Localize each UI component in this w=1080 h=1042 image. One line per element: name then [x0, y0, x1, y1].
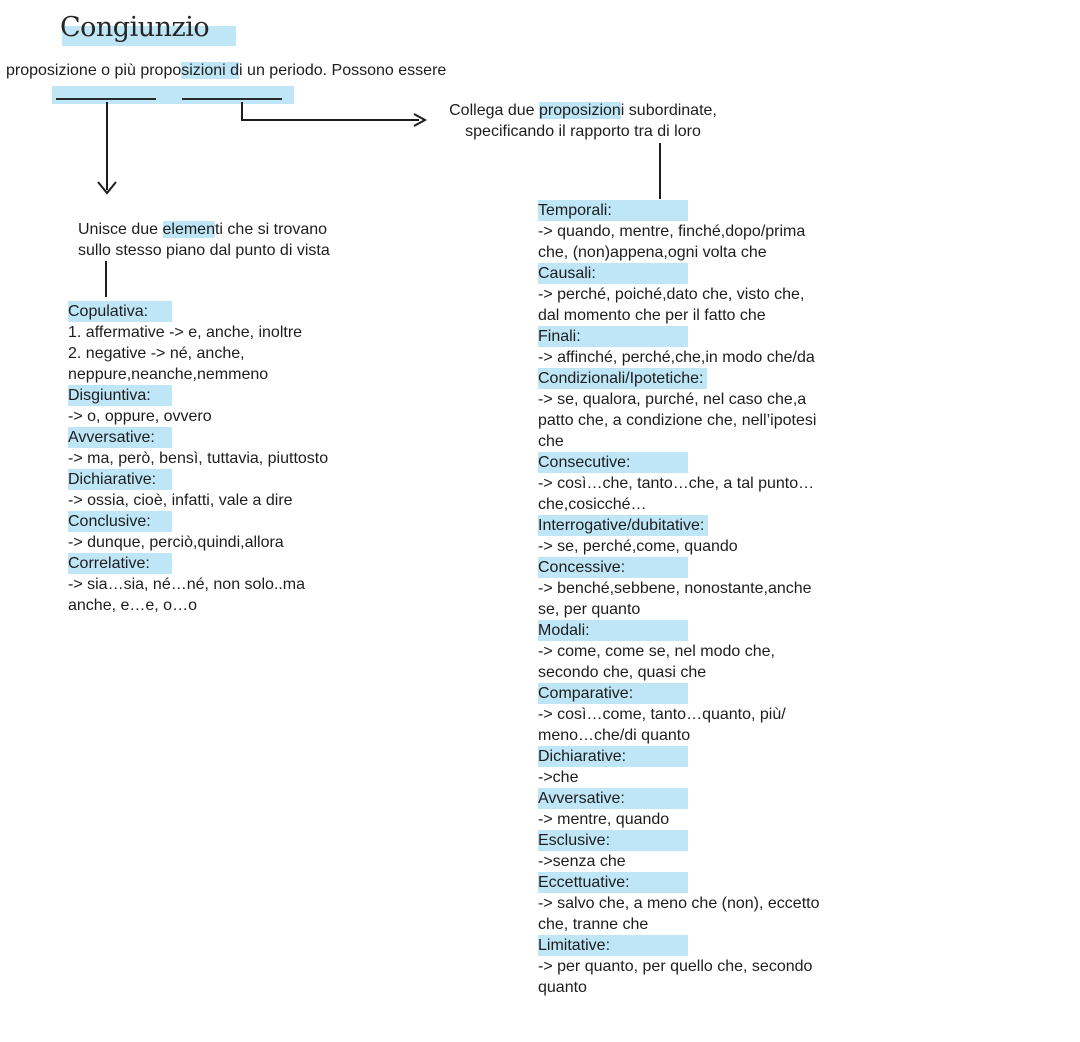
category-label: Limitative:: [538, 935, 688, 956]
category-item: [538, 620, 819, 641]
coordinative-line-2: sullo stesso piano dal punto di vista: [78, 242, 330, 259]
category-example-line: meno…che/di quanto: [538, 727, 691, 744]
category-example-line: -> come, come se, nel modo che,: [538, 643, 775, 660]
category-example-line: -> se, qualora, purché, nel caso che,a: [538, 391, 807, 408]
category-item: [538, 557, 819, 578]
category-example-line: 1. affermative -> e, anche, inoltre: [68, 324, 303, 341]
category-label: Dichiarative:: [538, 746, 688, 767]
blank-right: [182, 98, 282, 100]
category-item: [68, 469, 328, 490]
category-label: Interrogative/dubitative:: [538, 515, 708, 536]
category-label: Comparative:: [538, 683, 688, 704]
category-example-line: ->senza che: [538, 853, 626, 870]
category-example-line: quanto: [538, 979, 587, 996]
category-item: [538, 326, 819, 347]
category-example-line: che,cosicché…: [538, 496, 647, 513]
category-label: Copulativa:: [68, 301, 172, 322]
category-item: [538, 452, 819, 473]
blanks-highlight: [52, 86, 294, 104]
category-example-line: -> così…come, tanto…quanto, più/: [538, 706, 786, 723]
category-item: [68, 553, 328, 574]
connector-right-horizontal: [241, 119, 419, 121]
category-example-line: -> ma, però, bensì, tuttavia, piuttosto: [68, 450, 329, 467]
category-example-line: secondo che, quasi che: [538, 664, 707, 681]
category-example-line: -> o, oppure, ovvero: [68, 408, 212, 425]
category-example-line: -> dunque, perciò,quindi,allora: [68, 534, 284, 551]
category-example-line: -> ossia, cioè, infatti, vale a dire: [68, 492, 293, 509]
category-item: [538, 872, 819, 893]
category-item: [68, 511, 328, 532]
category-label: Condizionali/Ipotetiche:: [538, 368, 707, 389]
subordinative-highlight: proposizion: [538, 102, 621, 119]
category-label: Avversative:: [68, 427, 172, 448]
category-example-line: 2. negative -> né, anche,: [68, 345, 245, 362]
connector-subordinative-down: [659, 143, 661, 199]
category-item: [538, 830, 819, 851]
category-example-line: che, tranne che: [538, 916, 649, 933]
category-example-line: -> così…che, tanto…che, a tal punto…: [538, 475, 815, 492]
category-item: [538, 935, 819, 956]
category-item: [538, 368, 819, 389]
category-label: Esclusive:: [538, 830, 688, 851]
category-item: [68, 385, 328, 406]
category-example-line: ->che: [538, 769, 579, 786]
category-item: [538, 263, 819, 284]
category-example-line: -> per quanto, per quello che, secondo: [538, 958, 813, 975]
category-example-line: anche, e…e, o…o: [68, 597, 197, 614]
category-label: Eccettuative:: [538, 872, 688, 893]
category-item: [538, 200, 819, 221]
category-label: Concessive:: [538, 557, 688, 578]
category-item: [538, 746, 819, 767]
category-example-line: dal momento che per il fatto che: [538, 307, 766, 324]
category-example-line: che, (non)appena,ogni volta che: [538, 244, 767, 261]
category-example-line: se, per quanto: [538, 601, 641, 618]
category-example-line: -> salvo che, a meno che (non), eccetto: [538, 895, 820, 912]
category-example-line: -> benché,sebbene, nonostante,anche: [538, 580, 812, 597]
category-label: Dichiarative:: [68, 469, 172, 490]
category-example-line: -> sia…sia, né…né, non solo..ma: [68, 576, 306, 593]
category-label: Modali:: [538, 620, 688, 641]
category-label: Disgiuntiva:: [68, 385, 172, 406]
category-item: [68, 427, 328, 448]
subordinative-line-1: Collega due proposizioni subordinate,: [449, 102, 717, 119]
category-label: Finali:: [538, 326, 688, 347]
category-label: Causali:: [538, 263, 688, 284]
subordinative-line-2: specificando il rapporto tra di loro: [465, 123, 701, 140]
category-example-line: -> quando, mentre, finché,dopo/prima: [538, 223, 806, 240]
intro-text-highlight: sizioni d: [181, 62, 240, 79]
category-label: Correlative:: [68, 553, 172, 574]
intro-sentence: [6, 62, 446, 80]
category-example-line: che: [538, 433, 564, 450]
blank-left: [56, 98, 156, 100]
category-label: Consecutive:: [538, 452, 688, 473]
subordinative-description: [420, 100, 746, 142]
category-example-line: neppure,neanche,nemmeno: [68, 366, 269, 383]
category-label: Temporali:: [538, 200, 688, 221]
category-example-line: -> mentre, quando: [538, 811, 670, 828]
coordinative-description: [78, 219, 330, 261]
category-item: [68, 301, 328, 322]
connector-coordinative-down: [105, 261, 107, 297]
subordinative-list: [538, 200, 819, 998]
coordinative-highlight: elemen: [162, 221, 215, 238]
category-example-line: patto che, a condizione che, nell’ipotesi: [538, 412, 817, 429]
coordinative-line-1: Unisce due elementi che si trovano: [78, 221, 328, 238]
category-item: [538, 788, 819, 809]
intro-text-before: proposizione o più propo: [6, 62, 182, 79]
intro-text-after: i un periodo. Possono essere: [239, 62, 447, 79]
connector-left-down: [106, 102, 108, 190]
category-example-line: -> se, perché,come, quando: [538, 538, 738, 555]
coordinative-list: [68, 301, 328, 616]
arrow-down-icon: [96, 180, 118, 196]
category-item: [538, 515, 819, 536]
category-label: Conclusive:: [68, 511, 172, 532]
category-item: [538, 683, 819, 704]
category-example-line: -> affinché, perché,che,in modo che/da: [538, 349, 815, 366]
category-label: Avversative:: [538, 788, 688, 809]
page-title: Congiunzio: [60, 12, 210, 43]
category-example-line: -> perché, poiché,dato che, visto che,: [538, 286, 805, 303]
